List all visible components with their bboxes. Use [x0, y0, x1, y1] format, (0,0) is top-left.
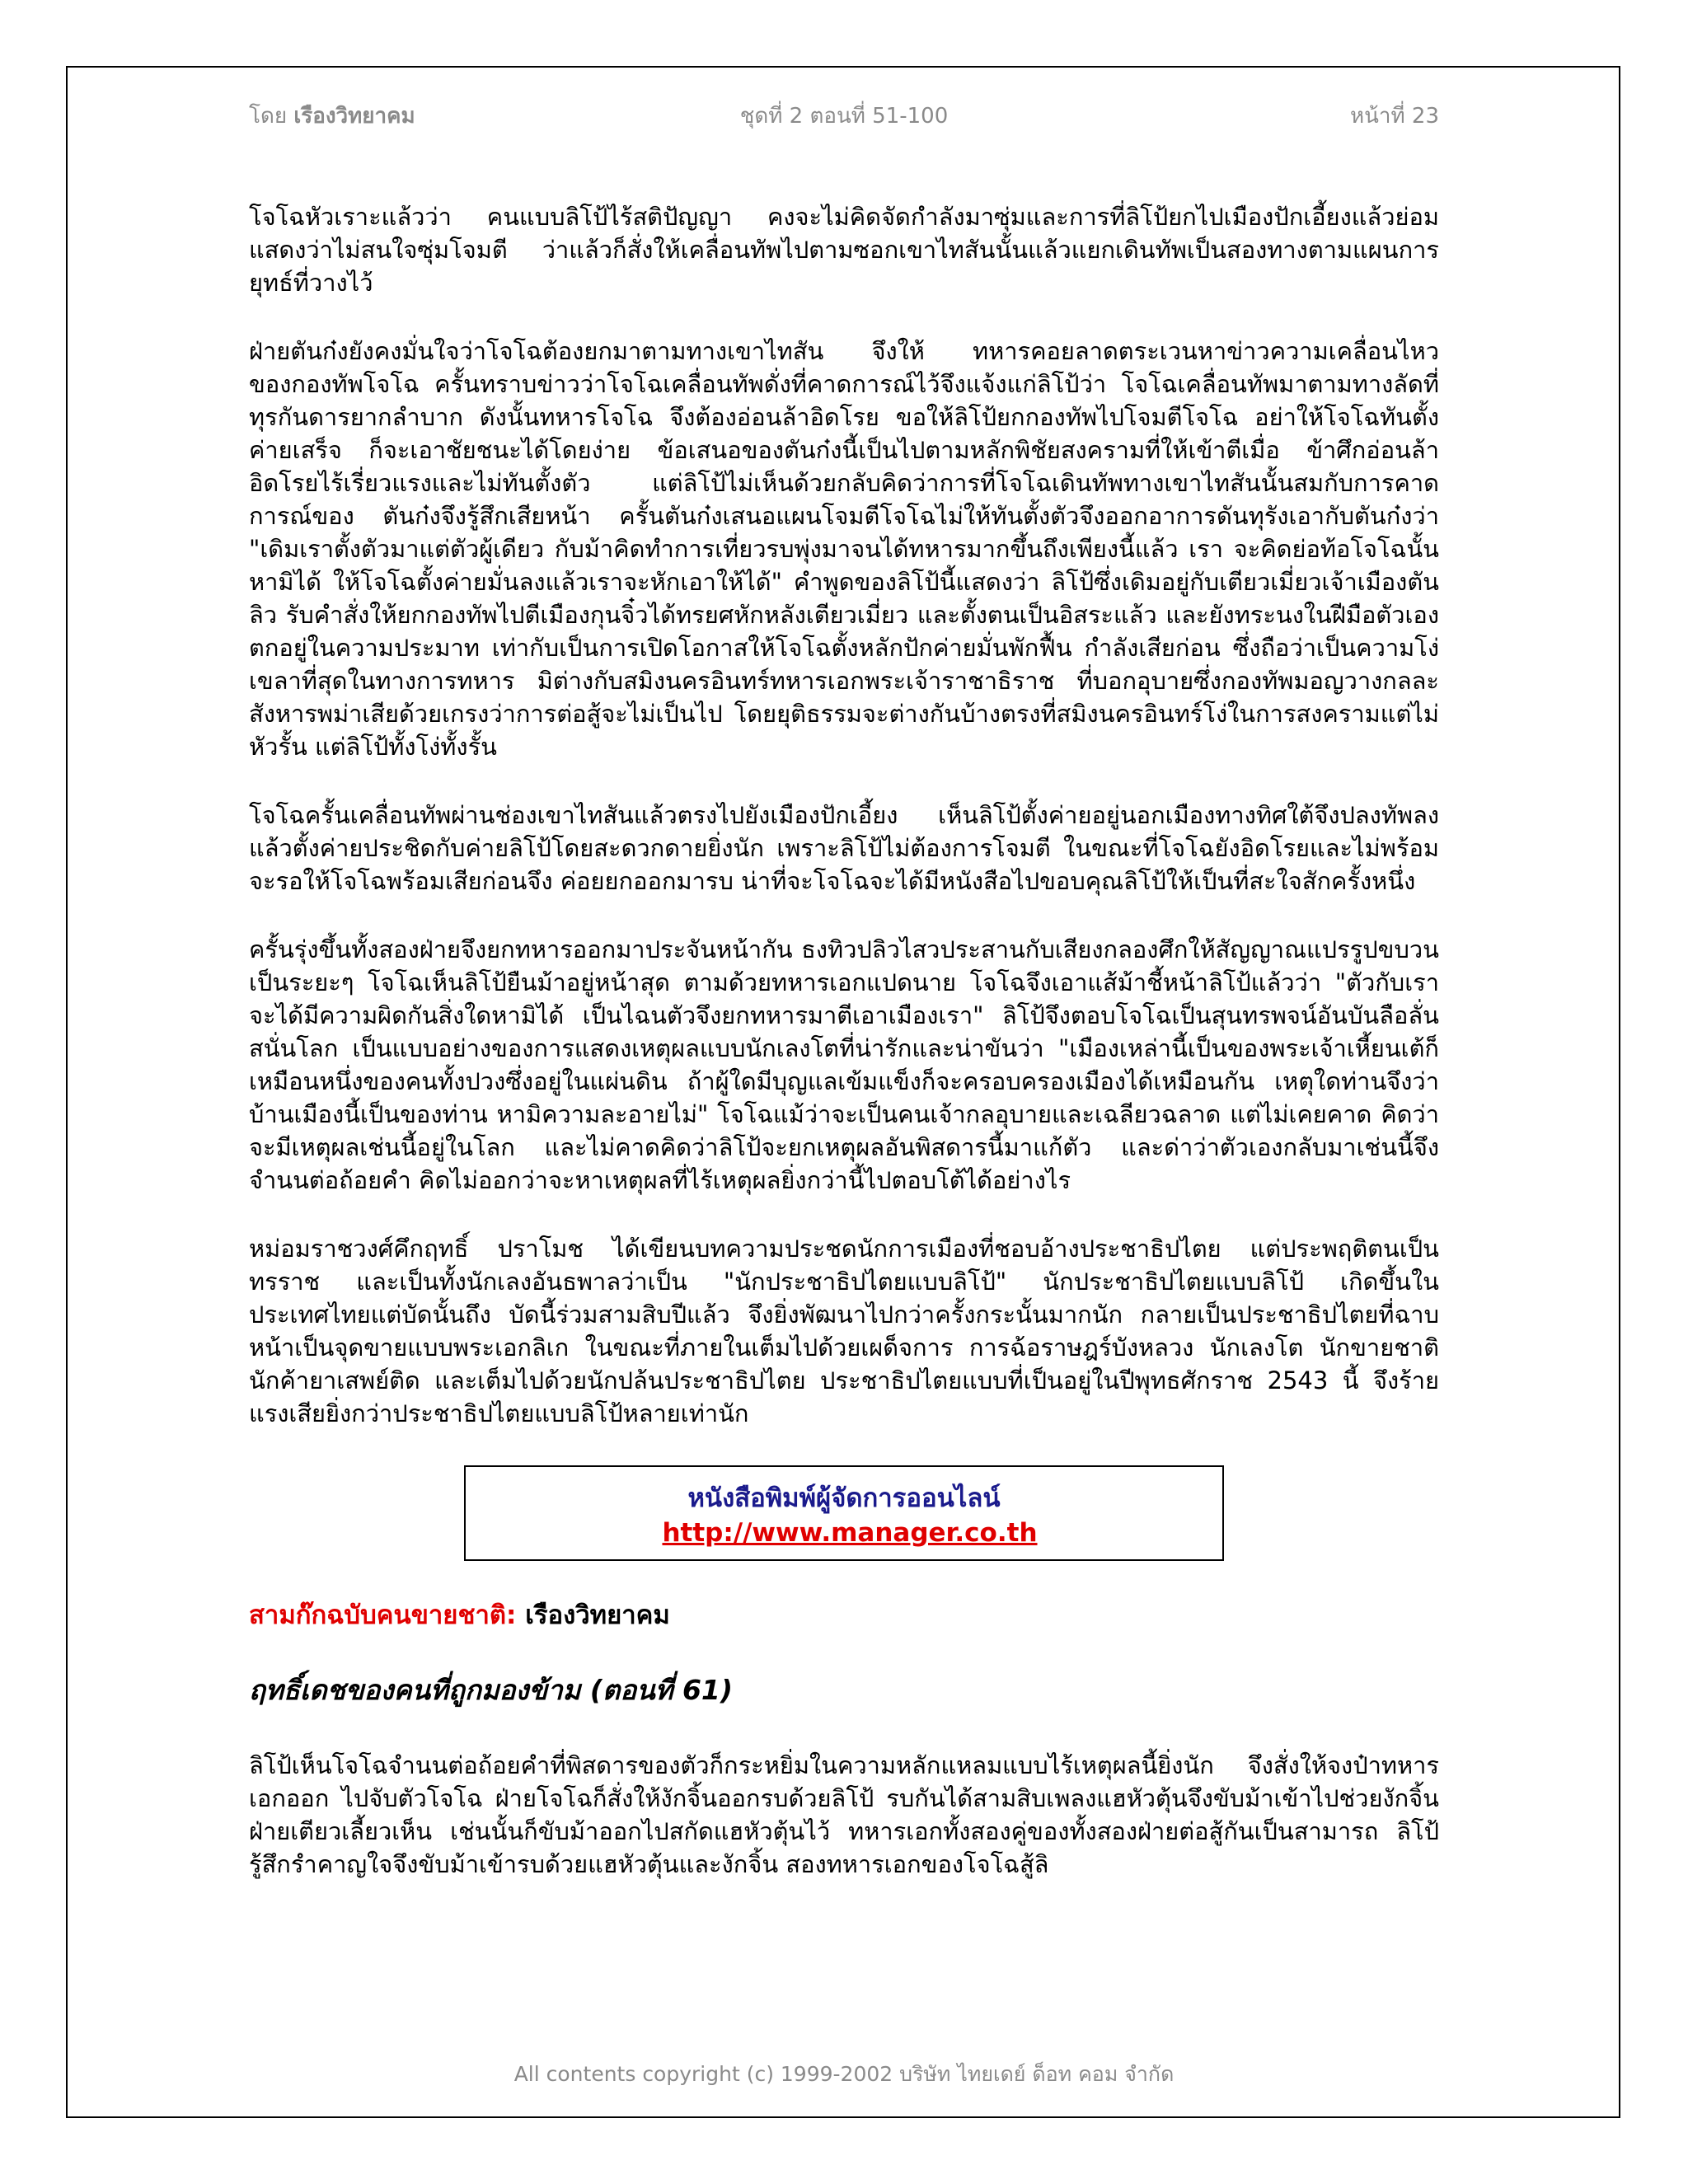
publisher-banner-wrap: [249, 1465, 1439, 1561]
page-header: [249, 99, 1439, 132]
section-title: สามก๊กฉบับคนขายชาติ:: [249, 1601, 517, 1630]
paragraph-6: ลิโป้เห็นโจโฉจำนนต่อถ้อยคำที่พิสดารของตัวก็กระหยิ่มในความหลักแหลมแบบไร้เหตุผลนี้ยิ่งนัก จึงสั่งให้จงป๋าทหารเอกออก ไปจับตัวโจโฉ ฝ่ายโจโฉก็สั่งให้งักจิ้นออกรบด้วยลิโป้ รบกันได้สามสิบเพลงแฮหัวตุ้นจึงขับม้าเข้าไปช่วยงักจิ้น ฝ่ายเตียวเลี้ยวเห็น เช่นนั้นก็ขับม้าออกไปสกัดแฮหัวตุ้นไว้ ทหารเอกทั้งสองคู่ของทั้งสองฝ่ายต่อสู้กันเป็นสามารถ ลิโป้รู้สึกรำคาญใจจึงขับม้าเข้ารบด้วยแฮหัวตุ้นและงักจิ้น สองทหารเอกของโจโฉสู้ลิ: [249, 1751, 1439, 1878]
publisher-banner: [464, 1465, 1224, 1561]
paragraph-4: ครั้นรุ่งขึ้นทั้งสองฝ่ายจึงยกทหารออกมาประจันหน้ากัน ธงทิวปลิวไสวประสานกับเสียงกลองศึกให้สัญญาณแปรรูปขบวนเป็นระยะๆ โจโฉเห็นลิโป้ยืนม้าอยู่หน้าสุด ตามด้วยทหารเอกแปดนาย โจโฉจึงเอาแส้ม้าชี้หน้าลิโป้แล้วว่า "ตัวกับเราจะได้มีความผิดกันสิ่งใดหามิได้ เป็นไฉนตัวจึงยกทหารมาตีเอาเมืองเรา" ลิโป้จึงตอบโจโฉเป็นสุนทรพจน์อันบันลือลั่นสนั่นโลก เป็นแบบอย่างของการแสดงเหตุผลแบบนักเลงโตที่น่ารักและน่าขันว่า "เมืองเหล่านี้เป็นของพระเจ้าเหี้ยนเต้ก็เหมือนหนึ่งของคนทั้งปวงซึ่งอยู่ในแผ่นดิน ถ้าผู้ใดมีบุญแลเข้มแข็งก็จะครอบครองเมืองได้เหมือนกัน เหตุใดท่านจึงว่าบ้านเมืองนี้เป็นของท่าน หามิความละอายไม่" โจโฉแม้ว่าจะเป็นคนเจ้ากลอุบายและเฉลียวฉลาด แต่ไม่เคยคาด คิดว่าจะมีเหตุผลเช่นนี้อยู่ในโลก และไม่คาดคิดว่าลิโป้จะยกเหตุผลอันพิสดารนี้มาแก้ตัว และด่าว่าตัวเองกลับมาเช่นนี้จึงจำนนต่อถ้อยคำ คิดไม่ออกว่าจะหาเหตุผลที่ไร้เหตุผลยิ่งกว่านี้ไปตอบโต้ได้อย่างไร: [249, 935, 1439, 1194]
paragraph-2: ฝ่ายตันก๋งยังคงมั่นใจว่าโจโฉต้องยกมาตามทางเขาไทสัน จึงให้ ทหารคอยลาดตระเวนหาข่าวความเคลื่อนไหวของกองทัพโจโฉ ครั้นทราบข่าวว่าโจโฉเคลื่อนทัพดั่งที่คาดการณ์ไว้จึงแจ้งแก่ลิโป้ว่า โจโฉเคลื่อนทัพมาตามทางลัดที่ทุรกันดารยากลำบาก ดังนั้นทหารโจโฉ จึงต้องอ่อนล้าอิดโรย ขอให้ลิโป้ยกกองทัพไปโจมตีโจโฉ อย่าให้โจโฉทันตั้งค่ายเสร็จ ก็จะเอาชัยชนะได้โดยง่าย ข้อเสนอของตันก๋งนี้เป็นไปตามหลักพิชัยสงครามที่ให้เข้าตีเมื่อ ข้าศึกอ่อนล้าอิดโรยไร้เรี่ยวแรงและไม่ทันตั้งตัว แต่ลิโป้ไม่เห็นด้วยกลับคิดว่าการที่โจโฉเดินทัพทางเขาไทสันนั้นสมกับการคาดการณ์ของ ตันก๋งจึงรู้สึกเสียหน้า ครั้นตันก๋งเสนอแผนโจมตีโจโฉไม่ให้ทันตั้งตัวจึงออกอาการดันทุรังเอากับตันก๋งว่า "เดิมเราตั้งตัวมาแต่ตัวผู้เดียว กับม้าคิดทำการเที่ยวรบพุ่งมาจนได้ทหารมากขึ้นถึงเพียงนี้แล้ว เรา จะคิดย่อท้อโจโฉนั้นหามิได้ ให้โจโฉตั้งค่ายมั่นลงแล้วเราจะหักเอาให้ได้" คำพูดของลิโป้นี้แสดงว่า ลิโป้ซึ่งเดิมอยู่กับเตียวเมี่ยวเจ้าเมืองตันลิว รับคำสั่งให้ยกกองทัพไปตีเมืองกุนจิ๋วได้ทรยศหักหลังเตียวเมี่ยว และตั้งตนเป็นอิสระแล้ว และยังทระนงในฝีมือตัวเอง ตกอยู่ในความประมาท เท่ากับเป็นการเปิดโอกาสให้โจโฉตั้งหลักปักค่ายมั่นพักฟื้น กำลังเสียก่อน ซึ่งถือว่าเป็นความโง่เขลาที่สุดในทางการทหาร มิต่างกับสมิงนครอินทร์ทหารเอกพระเจ้าราชาธิราช ที่บอกอุบายซึ่งกองทัพมอญวางกลละสังหารพม่าเสียด้วยเกรงว่าการต่อสู้จะไม่เป็นไป โดยยุติธรรมจะต่างกันบ้างตรงที่สมิงนครอินทร์โง่ในการสงครามแต่ไม่หัวรั้น แต่ลิโป้ทั้งโง่ทั้งรั้น: [249, 337, 1439, 761]
paragraph-5: หม่อมราชวงศ์คึกฤทธิ์ ปราโมช ได้เขียนบทความประชดนักการเมืองที่ชอบอ้างประชาธิปไตย แต่ประพฤติตนเป็นทรราช และเป็นทั้งนักเลงอันธพาลว่าเป็น "นักประชาธิปไตยแบบลิโป้" นักประชาธิปไตยแบบลิโป้ เกิดขึ้นในประเทศไทยแต่บัดนั้นถึง บัดนี้ร่วมสามสิบปีแล้ว จึงยิ่งพัฒนาไปกว่าครั้งกระนั้นมากนัก กลายเป็นประชาธิปไตยที่ฉาบหน้าเป็นจุดขายแบบพระเอกลิเก ในขณะที่ภายในเต็มไปด้วยเผด็จการ การฉ้อราษฎร์บังหลวง นักเลงโต นักขายชาติ นักค้ายาเสพย์ติด และเต็มไปด้วยนักปล้นประชาธิปไตย ประชาธิปไตยแบบที่เป็นอยู่ในปีพุทธศักราช 2543 นี้ จึงร้ายแรงเสียยิ่งกว่าประชาธิปไตยแบบลิโป้หลายเท่านัก: [249, 1235, 1439, 1427]
paragraph-3: โจโฉครั้นเคลื่อนทัพผ่านช่องเขาไทสันแล้วตรงไปยังเมืองปักเอี้ยง เห็นลิโป้ตั้งค่ายอยู่นอกเมืองทางทิศใต้จึงปลงทัพลงแล้วตั้งค่ายประชิดกับค่ายลิโป้โดยสะดวกดายยิ่งนัก เพราะลิโป้ไม่ต้องการโจมตี ในขณะที่โจโฉยังอิดโรยและไม่พร้อม จะรอให้โจโฉพร้อมเสียก่อนจึง ค่อยยกออกมารบ น่าที่จะโจโฉจะได้มีหนังสือไปขอบคุณลิโป้ให้เป็นที่สะใจสักครั้งหนึ่ง: [249, 801, 1439, 895]
publisher-link[interactable]: http://www.manager.co.th: [662, 1518, 1038, 1548]
header-series: ชุดที่ 2 ตอนที่ 51-100: [739, 104, 949, 129]
publisher-name: หนังสือพิมพ์ผู้จัดการออนไลน์: [687, 1483, 1001, 1513]
copyright-footer: All contents copyright (c) 1999-2002 บริษัท ไทยเดย์ ด็อท คอม จำกัด: [513, 2062, 1175, 2086]
section-author: เรืองวิทยาคม: [525, 1601, 670, 1630]
section-heading: [249, 1594, 1439, 1635]
header-page-number: หน้าที่ 23: [1350, 104, 1439, 129]
article-body: [249, 200, 1439, 1916]
paragraph-1: โจโฉหัวเราะแล้วว่า คนแบบลิโป้ไร้สติปัญญา คงจะไม่คิดจัดกำลังมาซุ่มและการที่ลิโป้ยกไปเมืองปักเอี้ยงแล้วย่อมแสดงว่าไม่สนใจซุ่มโจมตี ว่าแล้วก็สั่งให้เคลื่อนทัพไปตามซอกเขาไทสันนั้นแล้วแยกเดินทัพเป็นสองทางตามแผนการยุทธ์ที่วางไว้: [249, 203, 1439, 297]
author-name: เรืองวิทยาคม: [293, 104, 415, 129]
author-prefix: โดย: [249, 104, 288, 129]
episode-title: ฤทธิ์เดชของคนที่ถูกมองข้าม (ตอนที่ 61): [249, 1674, 733, 1706]
